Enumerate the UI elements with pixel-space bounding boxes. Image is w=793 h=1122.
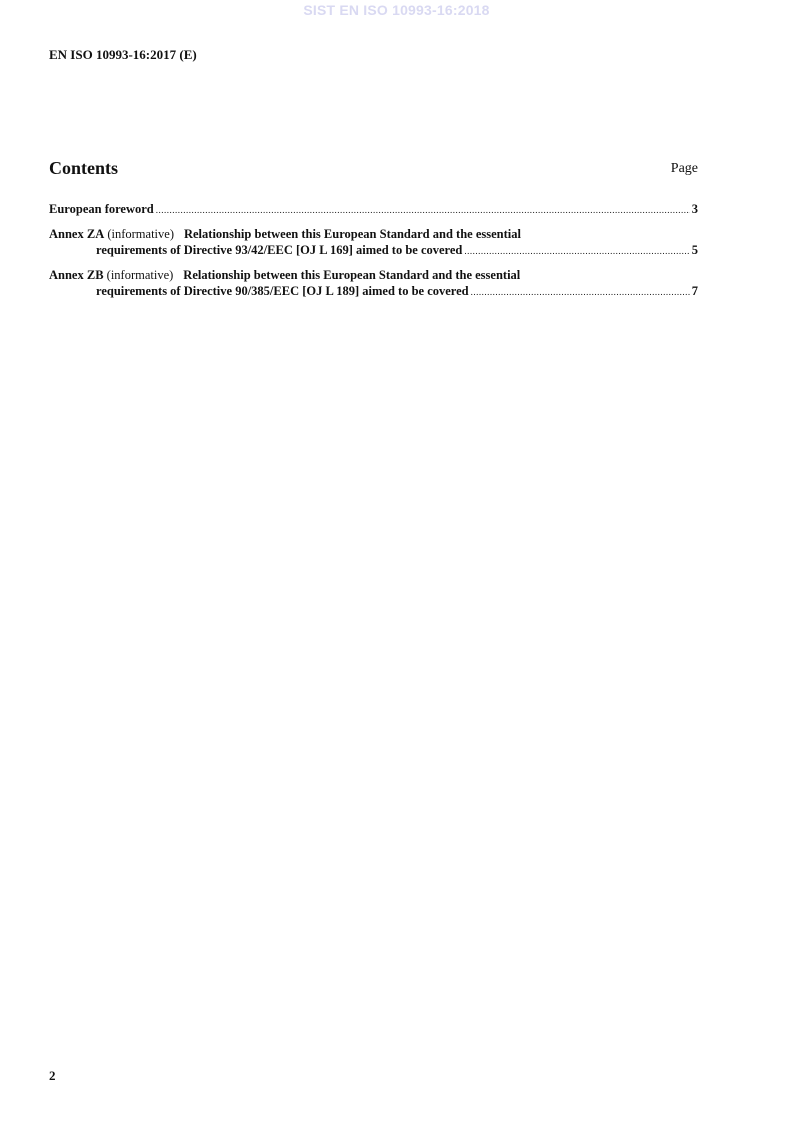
toc-entry-title-line2: requirements of Directive 93/42/EEC [OJ L 169] aimed to be covered xyxy=(96,243,463,257)
toc-page-number: 5 xyxy=(691,243,698,257)
toc-annex-prefix: Annex ZA xyxy=(49,227,105,241)
table-of-contents xyxy=(49,201,698,308)
toc-entry-title-line1: Relationship between this European Standard and the essential xyxy=(183,268,521,282)
toc-entry-label: European foreword xyxy=(49,202,154,216)
toc-annex-qualifier: (informative) xyxy=(106,268,174,282)
page-column-label: Page xyxy=(670,161,698,176)
toc-page-number: 3 xyxy=(691,202,698,216)
contents-title: Contents xyxy=(49,158,119,178)
toc-entry-title-line1: Relationship between this European Standard and the essential xyxy=(183,227,521,241)
toc-leader-dots xyxy=(156,202,690,218)
footer-page-number: 2 xyxy=(49,1068,56,1083)
toc-leader-dots xyxy=(464,243,689,259)
toc-annex-qualifier: (informative) xyxy=(107,227,174,241)
toc-page-number: 7 xyxy=(691,284,698,298)
toc-entry-title-line2: requirements of Directive 90/385/EEC [OJ L 189] aimed to be covered xyxy=(96,284,469,298)
toc-entry-annex-zb[interactable] xyxy=(49,267,698,300)
watermark: SIST EN ISO 10993-16:2018 xyxy=(303,2,490,18)
toc-leader-dots xyxy=(471,284,690,300)
contents-header xyxy=(49,158,698,182)
toc-entry-annex-za[interactable] xyxy=(49,226,698,259)
toc-entry-european-foreword[interactable] xyxy=(49,201,698,218)
document-identifier: EN ISO 10993-16:2017 (E) xyxy=(49,47,197,62)
toc-annex-prefix: Annex ZB xyxy=(49,268,104,282)
